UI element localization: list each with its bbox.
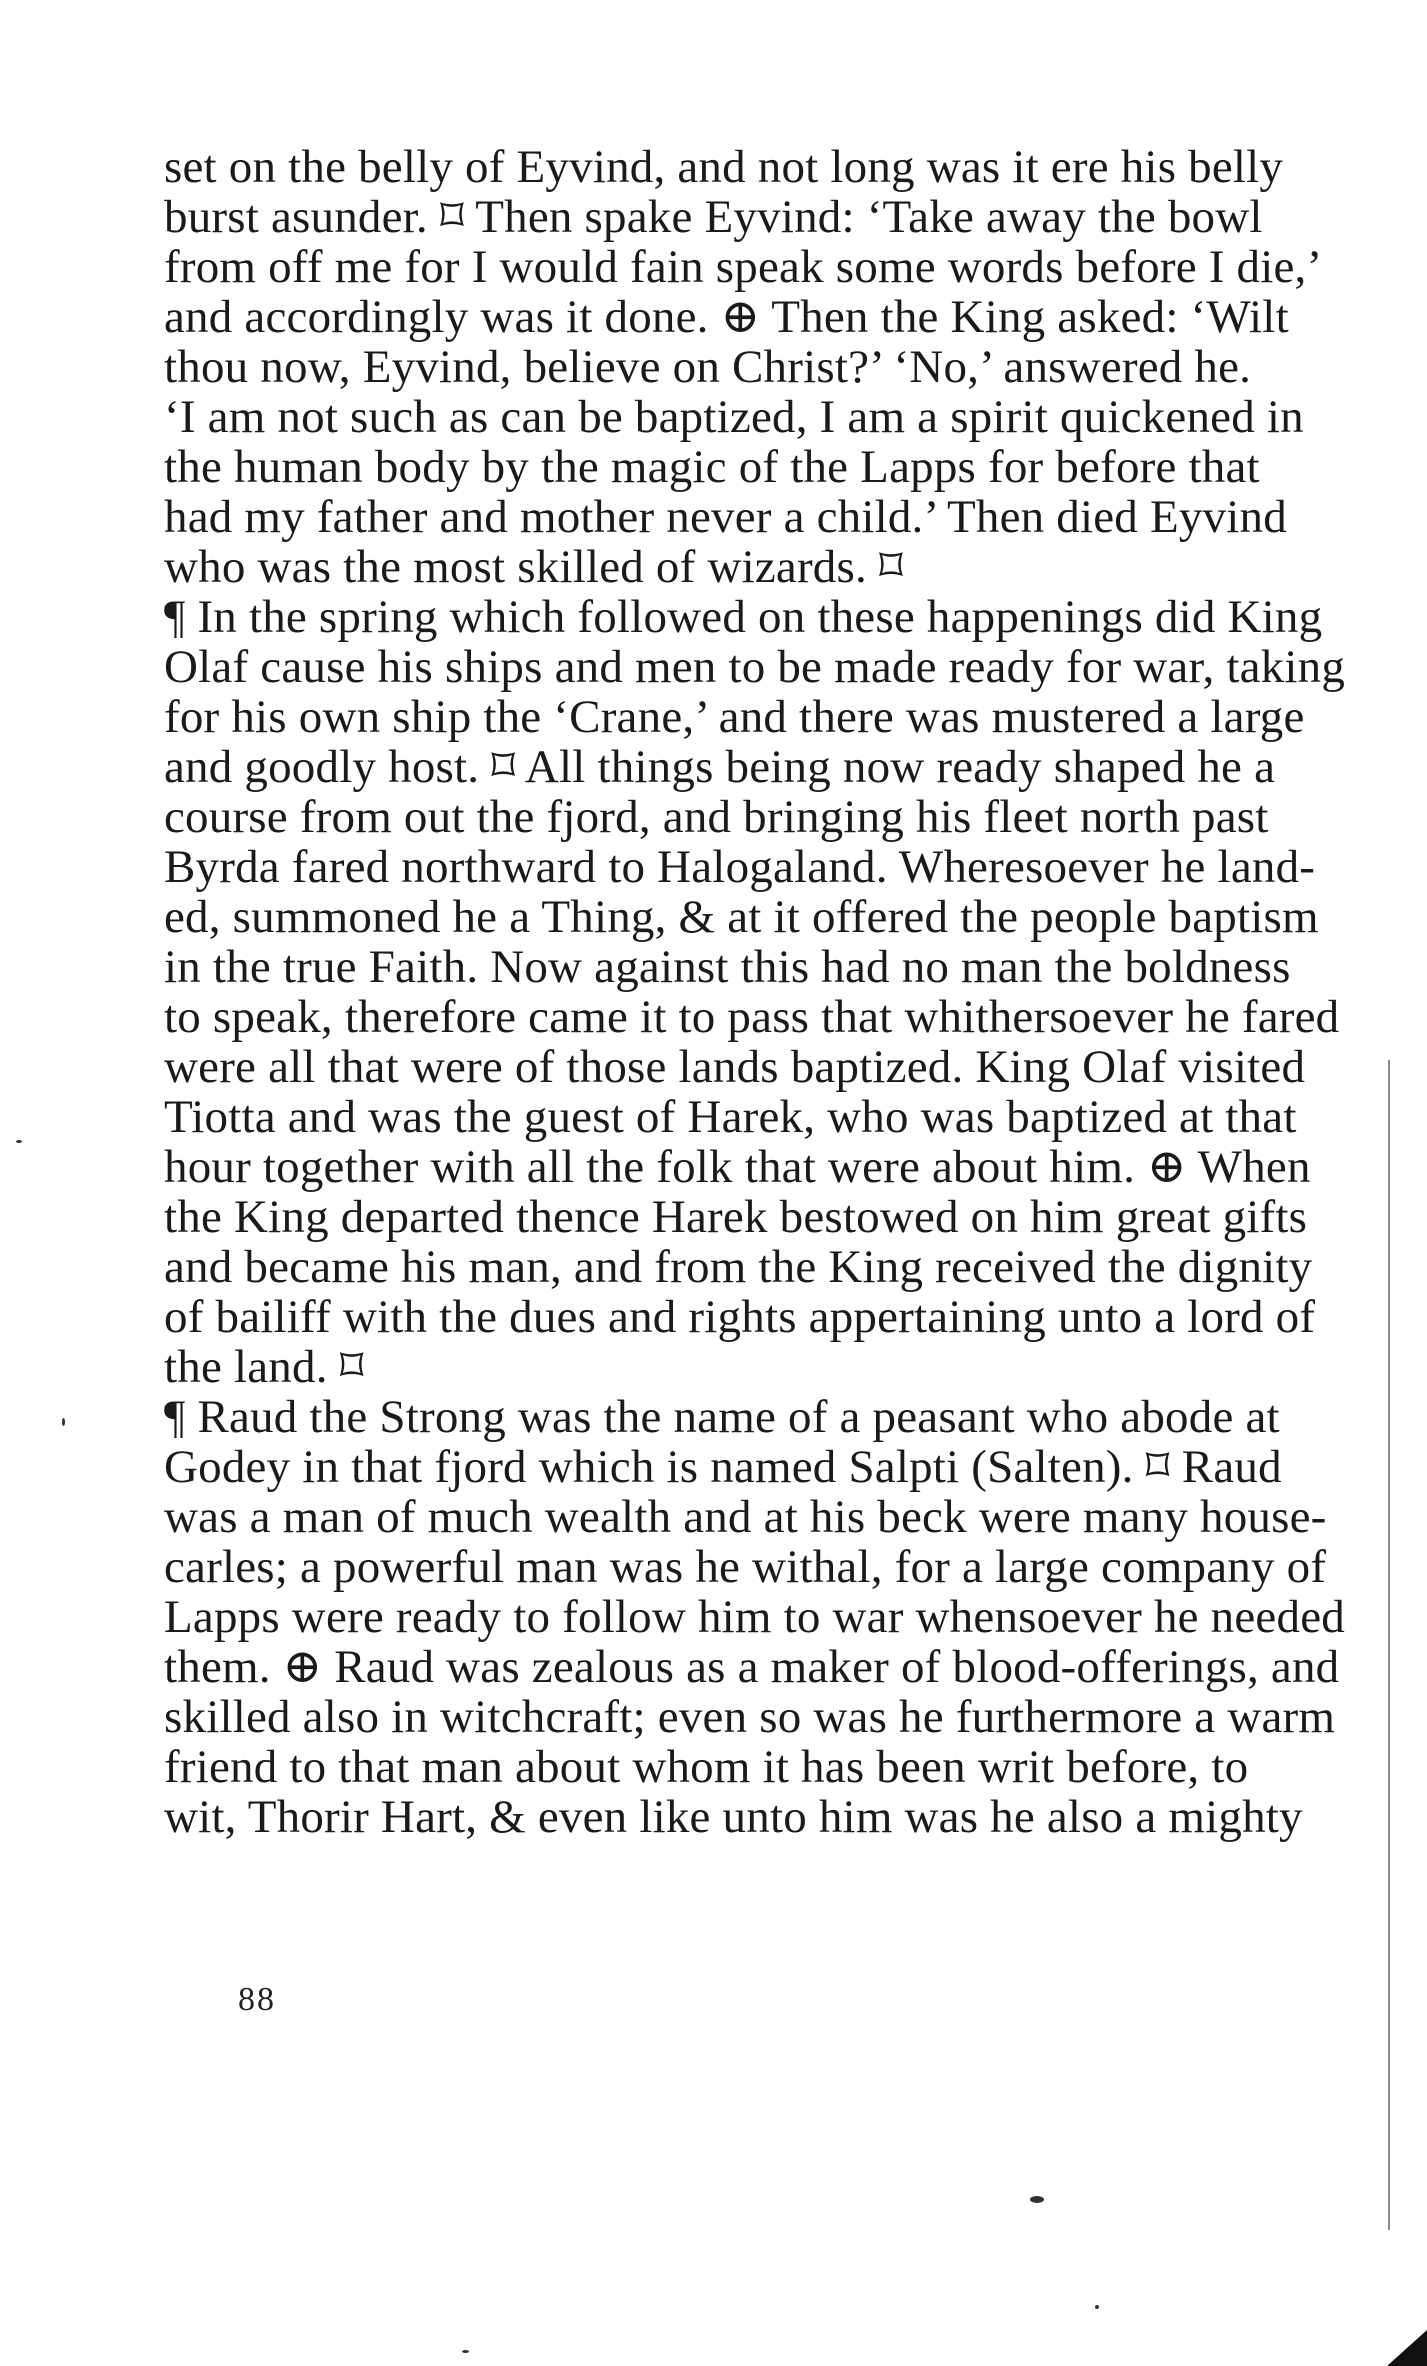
text-line: and became his man, and from the King received the dignity [164, 1241, 1313, 1293]
text-line: course from out the fjord, and bringing his fleet north past [164, 791, 1269, 843]
text-line: Olaf cause his ships and men to be made ready for war, taking [164, 641, 1346, 693]
text-line: skilled also in witchcraft; even so was he furthermore a warm [164, 1691, 1336, 1743]
text-line: the land. ⌑ [164, 1341, 364, 1393]
text-line: of bailiff with the dues and rights appertaining unto a lord of [164, 1291, 1316, 1343]
text-line: friend to that man about whom it has been writ before, to [164, 1741, 1249, 1793]
scan-edge-rule [1388, 1060, 1390, 2230]
text-line: hour together with all the folk that were about him. ⊕ When [164, 1141, 1311, 1193]
text-line: Tiotta and was the guest of Harek, who was baptized at that [164, 1091, 1297, 1143]
text-line: was a man of much wealth and at his beck were many house- [164, 1491, 1327, 1543]
scan-speck [62, 1418, 65, 1426]
text-line: and accordingly was it done. ⊕ Then the King asked: ‘Wilt [164, 291, 1289, 343]
text-line: Byrda fared northward to Halogaland. Wheresoever he land- [164, 841, 1316, 893]
text-line: were all that were of those lands baptized. King Olaf visited [164, 1041, 1306, 1093]
text-line: from off me for I would fain speak some words before I die,’ [164, 241, 1323, 293]
text-line: thou now, Eyvind, believe on Christ?’ ‘No,’ answered he. [164, 341, 1252, 393]
text-line: ¶ In the spring which followed on these happenings did King [164, 591, 1323, 643]
text-line: carles; a powerful man was he withal, for a large company of [164, 1541, 1327, 1593]
text-line: who was the most skilled of wizards. ⌑ [164, 541, 904, 593]
text-line: set on the belly of Eyvind, and not long was it ere his belly [164, 141, 1284, 193]
text-line: in the true Faith. Now against this had no man the boldness [164, 941, 1291, 993]
scan-corner-mark [1387, 2330, 1427, 2366]
scan-speck [462, 2350, 469, 2353]
text-line: ‘I am not such as can be baptized, I am a spirit quickened in [164, 391, 1304, 443]
text-line: and goodly host. ⌑ All things being now ready shaped he a [164, 741, 1276, 793]
text-line: the human body by the magic of the Lapps for before that [164, 441, 1260, 493]
text-line: wit, Thorir Hart, & even like unto him was he also a mighty [164, 1791, 1303, 1843]
scan-speck [1095, 2305, 1099, 2309]
text-line: the King departed thence Harek bestowed on him great gifts [164, 1191, 1308, 1243]
text-line: burst asunder. ⌑ Then spake Eyvind: ‘Take away the bowl [164, 191, 1263, 243]
text-line: to speak, therefore came it to pass that whithersoever he fared [164, 991, 1340, 1043]
text-line: Lapps were ready to follow him to war whensoever he needed [164, 1591, 1345, 1643]
scan-speck [16, 1140, 22, 1143]
page-number: 88 [238, 1981, 276, 2018]
body-text [164, 142, 1404, 1842]
text-line: for his own ship the ‘Crane,’ and there was mustered a large [164, 691, 1305, 743]
text-line: ¶ Raud the Strong was the name of a peasant who abode at [164, 1391, 1280, 1443]
text-line: ed, summoned he a Thing, & at it offered the people baptism [164, 891, 1319, 943]
scan-speck [1030, 2196, 1044, 2203]
text-line: had my father and mother never a child.’ Then died Eyvind [164, 491, 1287, 543]
text-line: them. ⊕ Raud was zealous as a maker of blood-offerings, and [164, 1641, 1340, 1693]
text-line: Godey in that fjord which is named Salpti (Salten). ⌑ Raud [164, 1441, 1282, 1493]
